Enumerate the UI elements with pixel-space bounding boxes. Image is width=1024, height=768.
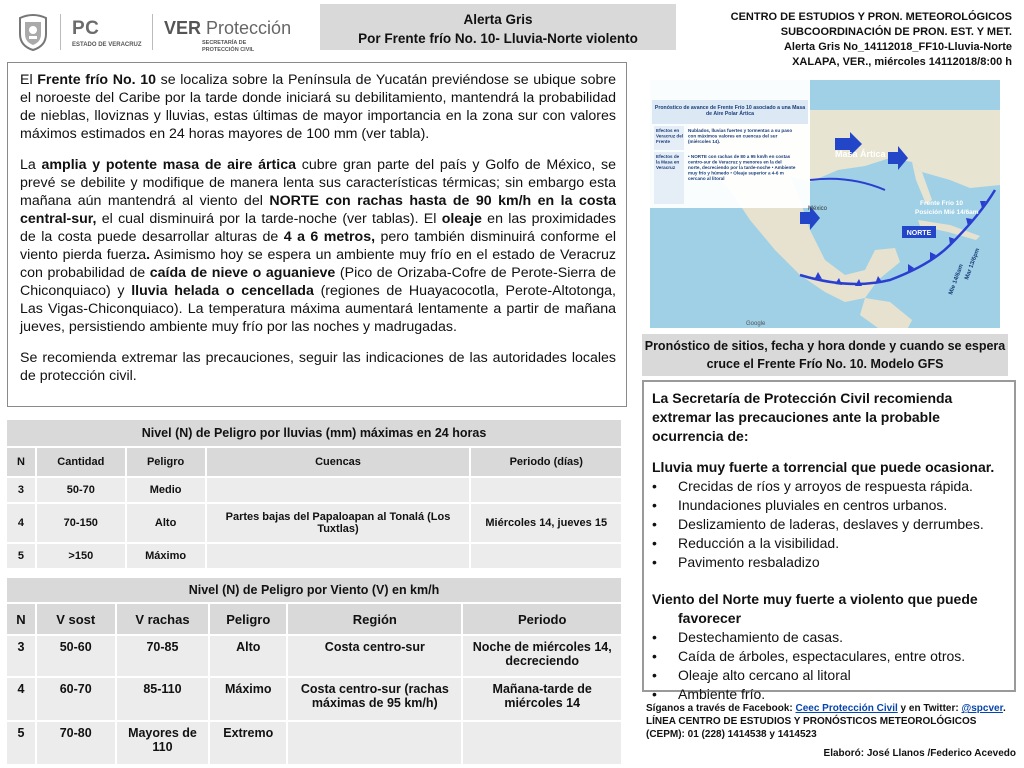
table-cell: Alto [126,503,206,543]
footer-signed: Elaboró: José Llanos /Federico Acevedo [823,748,1016,759]
forecast-map [650,80,1000,328]
list-item: • Ambiente frío. [652,685,1006,704]
table-cell: Miércoles 14, jueves 15 [470,503,622,543]
reco-heading-wind: Viento del Norte muy fuerte a violento que puede favorecer [652,591,978,626]
table-row [6,635,622,677]
reco-heading-rain: Lluvia muy fuerte a torrencial que puede ocasionar. [652,459,995,475]
table-cell: Costa centro-sur [287,635,462,677]
rain-table-caption: Nivel (N) de Peligro por lluvias (mm) máximas en 24 horas [6,419,622,447]
map-caption: Pronóstico de sitios, fecha y hora donde y cuando se espera cruce el Frente Frío No. 10. Modelo GFS [642,334,1008,376]
list-item: • Crecidas de ríos y arroyos de respuesta rápida. [652,477,1006,496]
list-item: • Inundaciones pluviales en centros urbanos. [652,496,1006,515]
map-label-mar13: Mar 13/6pm [964,247,982,281]
table-cell: 5 [6,721,36,765]
table-cell: Mayores de 110 [116,721,210,765]
table-cell [470,543,622,569]
logo-ver-subtitle-2: PROTECCIÓN CIVIL [202,47,255,53]
table-cell: 85-110 [116,677,210,721]
center-name: CENTRO DE ESTUDIOS Y PRON. METEOROLÓGICOS [730,11,1012,23]
table-header: Peligro [126,447,206,477]
list-item: • Caída de árboles, espectaculares, entre otros. [652,647,1006,666]
map-label-posicion: Posición Mié 14/6am [915,209,979,216]
list-item: • Pavimento resbaladizo [652,553,1006,572]
table-cell: 4 [6,503,36,543]
table-header: Periodo [462,603,622,635]
table-cell [287,721,462,765]
alert-title [320,4,676,50]
table-cell: 3 [6,635,36,677]
list-item: • Reducción a la visibilidad. [652,534,1006,553]
rain-danger-table [5,418,623,570]
logo-ver-text: VER [164,18,202,38]
map-row1-text: Nublados, lluvias fuertes y tormentas a su paso con máximos valores en cuencas del sur (miércoles 14). [688,128,793,144]
table-row [6,677,622,721]
alert-number: Alerta Gris No_14112018_FF10-Lluvia-Norte [783,41,1012,53]
table-cell: Mañana-tarde de miércoles 14 [462,677,622,721]
twitter-link[interactable]: @spcver [961,703,1003,714]
table-cell [462,721,622,765]
table-cell [206,477,471,503]
table-header: Cantidad [36,447,126,477]
logo-divider [60,14,61,50]
list-item: • Deslizamiento de laderas, deslaves y derrumbes. [652,515,1006,534]
table-cell [206,543,471,569]
paragraph-masa-artica: La amplia y potente masa de aire ártica cubre gran parte del país y Golfo de México, se prevé se debilite y modifique de manera lenta sus características térmicas; sin embargo esta mañana aún mantendrá al viento del NORTE con rachas hasta de 90 km/h en la costa central-sur, el cual disminuirá por la tarde-noche (ver tablas). El oleaje en las proximidades de la costa puede desarrollar alturas de 4 a 6 metros, pero también disminuirá conforme el viento pierda fuerza. Asimismo hoy se espera un ambiente muy frío en el estado de Veracruz con probabilidad de caída de nieve o aguanieve (Pico de Orizaba-Cofre de Perote-Sierra de Chiconquiaco) y lluvia helada o cencellada (regiones de Huayacocotla, Perote-Altotonga, Las Vigas-Chiconquiaco). La temperatura máxima aumentará lentamente a partir de mañana jueves, persistiendo ambiente muy frío por las noches y madrugadas. [20,157,617,335]
front-initial-line [810,179,885,190]
table-header: V rachas [116,603,210,635]
paragraph-recomendacion: Se recomienda extremar las precauciones, seguir las indicaciones de las autoridades locales de protección civil. [20,350,616,384]
map-label-mexico: México [808,206,828,212]
table-row [6,543,622,569]
table-cell: 70-85 [116,635,210,677]
map-label-frente: Frente Frío 10 [920,200,963,207]
table-cell: Máximo [126,543,206,569]
map-label-masa: Masa Ártica [835,149,886,159]
alert-date: XALAPA, VER., miércoles 14112018/8:00 h [792,56,1012,68]
table-header: N [6,447,36,477]
table-cell: 50-70 [36,477,126,503]
logo-pc [72,18,142,48]
forecast-map-svg [650,80,1000,328]
facebook-link[interactable]: Ceec Protección Civil [795,703,898,714]
center-info [690,10,1012,70]
table-row [6,477,622,503]
table-header: Región [287,603,462,635]
paragraph-frente: El Frente frío No. 10 se localiza sobre la Península de Yucatán previéndose se ubique sobre el noroeste del Caribe por la tarde donde iniciará su debilitamiento, mantendrá la probabilidad de nieblas, lloviznas y lluvias, estas últimas de mayor importancia en la zona sur con valores máximos estimados en 24 horas mayores de 100 mm (ver tabla). [20,72,616,142]
map-google-label: Google [746,321,766,327]
wind-table-caption: Nivel (N) de Peligro por Viento (V) en km/h [6,577,622,603]
table-cell: 50-60 [36,635,116,677]
table-cell: >150 [36,543,126,569]
recommendations-box [642,380,1016,702]
table-row [6,721,622,765]
bulletin-text [7,62,627,407]
footer-social: Síganos a través de Facebook: Ceec Protección Civil y en Twitter: @spcver. [646,703,1006,714]
table-cell: Medio [126,477,206,503]
logo-pc-subtitle: ESTADO DE VERACRUZ [72,42,142,48]
footer [646,702,1016,760]
map-label-mie14: Mie 14/6am [948,263,965,296]
table-header: N [6,603,36,635]
table-header: Periodo (días) [470,447,622,477]
table-row [6,503,622,543]
logo-pc-text: PC [72,18,100,39]
logo-proteccion-text: Protección [206,18,292,38]
table-cell: 5 [6,543,36,569]
map-row2-label: Efectos de la Masa en Veracruz [656,154,680,170]
wind-danger-table [5,576,623,766]
table-cell: Noche de miércoles 14, decreciendo [462,635,622,677]
table-cell: 4 [6,677,36,721]
table-cell: Alto [209,635,287,677]
logo-divider [152,14,153,50]
table-cell: 70-150 [36,503,126,543]
table-header: Peligro [209,603,287,635]
footer-phone-line: LÍNEA CENTRO DE ESTUDIOS Y PRONÓSTICOS METEOROLÓGICOS (CEPM): 01 (228) 1414538 y 1414523 [646,716,977,740]
map-row2-text: • NORTE con rachas de 80 a 95 km/h en costas centro-sur de Veracruz y menores en la del norte, decreciendo por la tarde-noche • Ambiente muy frío y húmedo • Oleaje superior a 4-6 m cercano al litoral [688,154,796,181]
table-header: V sost [36,603,116,635]
table-cell: Extremo [209,721,287,765]
table-cell: 3 [6,477,36,503]
alert-title-line2: Por Frente frío No. 10- Lluvia-Norte violento [358,31,638,46]
map-label-norte: NORTE [906,230,932,237]
list-item: • Destechamiento de casas. [652,628,1006,647]
alert-title-line1: Alerta Gris [463,12,533,27]
table-cell: Partes bajas del Papaloapan al Tonalá (Los Tuxtlas) [206,503,471,543]
reco-list-rain [652,477,1006,572]
table-cell [470,477,622,503]
subcoordination: SUBCOORDINACIÓN DE PRON. EST. Y MET. [780,26,1012,38]
logo-ver-subtitle-1: SECRETARÍA DE [202,40,247,46]
table-cell: Costa centro-sur (rachas máximas de 95 km/h) [287,677,462,721]
table-cell: 60-70 [36,677,116,721]
list-item: • Oleaje alto cercano al litoral [652,666,1006,685]
logo-ver-proteccion [164,18,291,54]
map-land-central-america [860,298,912,328]
reco-intro: La Secretaría de Protección Civil recomienda extremar las precauciones ante la probable ocurrencia de: [652,390,953,444]
table-cell: 70-80 [36,721,116,765]
logo-area [8,8,308,58]
table-cell: Máximo [209,677,287,721]
table-header: Cuencas [206,447,471,477]
map-row1-label: Efectos en Veracruz del Frente [656,128,684,144]
reco-list-wind [652,628,1006,704]
map-title: Pronóstico de avance de Frente Frío 10 asociado a una Masa de Aire Polar Ártica [654,105,806,117]
veracruz-seal-icon [14,12,52,52]
